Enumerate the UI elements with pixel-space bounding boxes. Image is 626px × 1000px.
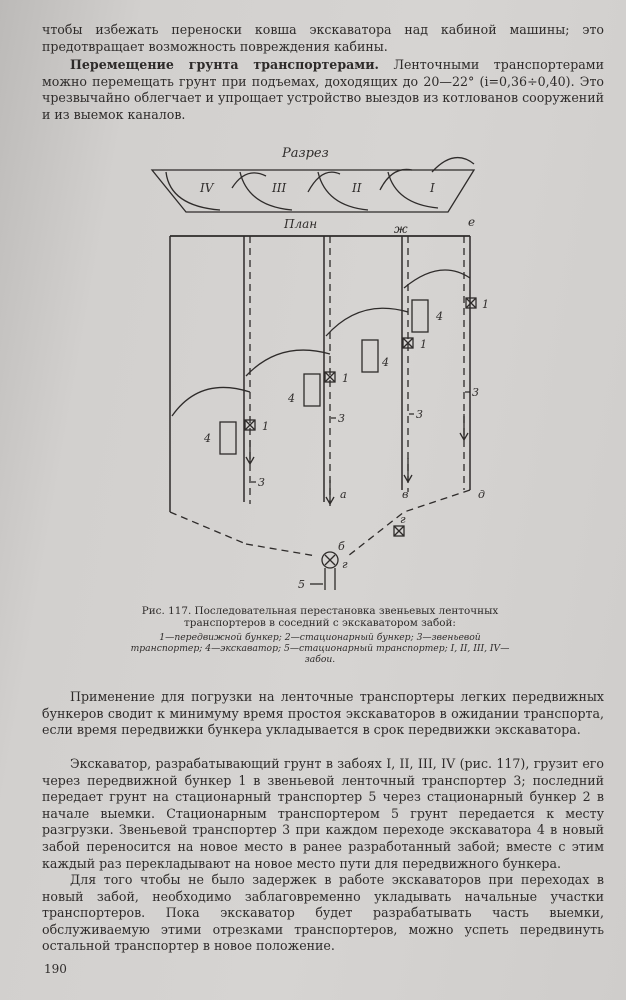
link-transporters — [250, 236, 464, 506]
stationary-transporter-5 — [325, 568, 335, 590]
label-3-ticks — [251, 392, 470, 482]
excavator-4 — [412, 300, 428, 332]
stationary-hopper-cross — [325, 555, 335, 565]
section-lead-heading: Перемещение грунта транспортерами. — [70, 57, 379, 72]
paragraph-continuation: чтобы избежать переноски ковша экскаватора над кабиной машины; это предотвращает возможность повреждения кабины. — [42, 22, 604, 54]
hopper-1-d — [466, 298, 476, 308]
excavator-1 — [220, 422, 236, 454]
figure-legend: 1—передвижной бункер; 2—стационарный бункер; 3—звеньевой транспортер; 4—экскаватор; 5—стационарный транспортер; I, II, III, IV—забои. — [130, 632, 510, 665]
section-label-i: I — [430, 181, 435, 195]
section-title: Разрез — [282, 146, 329, 161]
plan-title: План — [284, 217, 318, 231]
face-arc-ii — [326, 308, 408, 336]
figure-117 — [148, 140, 494, 592]
flow-arrows — [246, 414, 468, 504]
paragraph-delays: Для того чтобы не было задержек в работе экскаваторов при переходах в новый забой, необходимо заблаговременно укладывать начальные участки транспортеров. Пока экскаватор будет разрабатывать часть выемки, обслуживаемую этими отрезками транспортеров, можно успеть передвинуть остальной транспортер в новое положение. — [42, 872, 604, 954]
collector-hopper-g — [394, 526, 404, 536]
label-a: а — [340, 488, 347, 501]
label-3-b: 3 — [338, 412, 345, 425]
label-3-d: 3 — [472, 386, 479, 399]
section-bucket-arc-ii — [308, 172, 340, 192]
paragraph-hoppers: Применение для погрузки на ленточные транспортеры легких передвижных бункеров сводит к минимуму время простоя экскаваторов в ожидании транспорта, если время передвижки бункера укладывается в срок передвижки экскаватора. — [42, 689, 604, 738]
face-arc-i — [404, 270, 470, 288]
label-g-upper: г — [400, 513, 406, 526]
section-bucket-arc-i — [380, 169, 412, 190]
label-4-d: 4 — [436, 310, 443, 323]
label-zh: ж — [394, 222, 408, 236]
label-e: е — [468, 215, 476, 229]
label-3-c: 3 — [416, 408, 423, 421]
label-4-a: 4 — [204, 432, 211, 445]
label-1-d: 1 — [482, 298, 489, 311]
label-v: в — [402, 488, 409, 501]
paragraph-excavator: Экскаватор, разрабатывающий грунт в забоях I, II, III, IV (рис. 117), грузит его через передвижной бункер 1 в звеньевой ленточный транспортер 3; последний передает грунт на стационарный транспортер 5 через стационарный бункер 2 в начале выемки. Стационарным транспортером 5 грунт передается к месту разгрузки. Звеньевой транспортер 3 при каждом переходе экскаватора 4 в новый забой переносится на новое место в ранее разработанный забой; вместе с этим каждый раз перекладывают на новое место пути для передвижного бункера. — [42, 756, 604, 871]
paragraph-transporters — [42, 57, 604, 123]
section-label-iii: III — [272, 181, 287, 195]
label-g-lower: г — [342, 558, 348, 571]
excavator-2 — [304, 374, 320, 406]
face-arc-iv — [172, 387, 250, 416]
section-bucket-arc-iii — [232, 173, 266, 188]
label-d: д — [478, 488, 485, 501]
transporter-collectors — [170, 490, 470, 556]
label-1-a: 1 — [262, 420, 269, 433]
section-label-iv: IV — [200, 181, 214, 195]
excavator-3 — [362, 340, 378, 372]
label-4-b: 4 — [288, 392, 295, 405]
paragraph-transporters-body: Ленточными транспортерами можно перемещать грунт при подъемах, доходящих до 20—22° (i=0,36÷0,40). Это чрезвычайно облегчает и упрощает устройство выездов из котлованов сооружений и из выемок каналов. — [42, 57, 604, 122]
section-label-ii: II — [352, 181, 362, 195]
label-b: б — [338, 540, 345, 553]
label-1-c: 1 — [420, 338, 427, 351]
label-4-c: 4 — [382, 356, 389, 369]
label-3-a: 3 — [258, 476, 265, 489]
page-number: 190 — [44, 962, 67, 976]
figure-caption: Рис. 117. Последовательная перестановка звеньевых ленточных транспортеров в соседний с экскаватором забой: — [141, 605, 499, 630]
label-5: 5 — [298, 578, 305, 591]
face-arc-iii — [246, 350, 330, 376]
label-1-b: 1 — [342, 372, 349, 385]
